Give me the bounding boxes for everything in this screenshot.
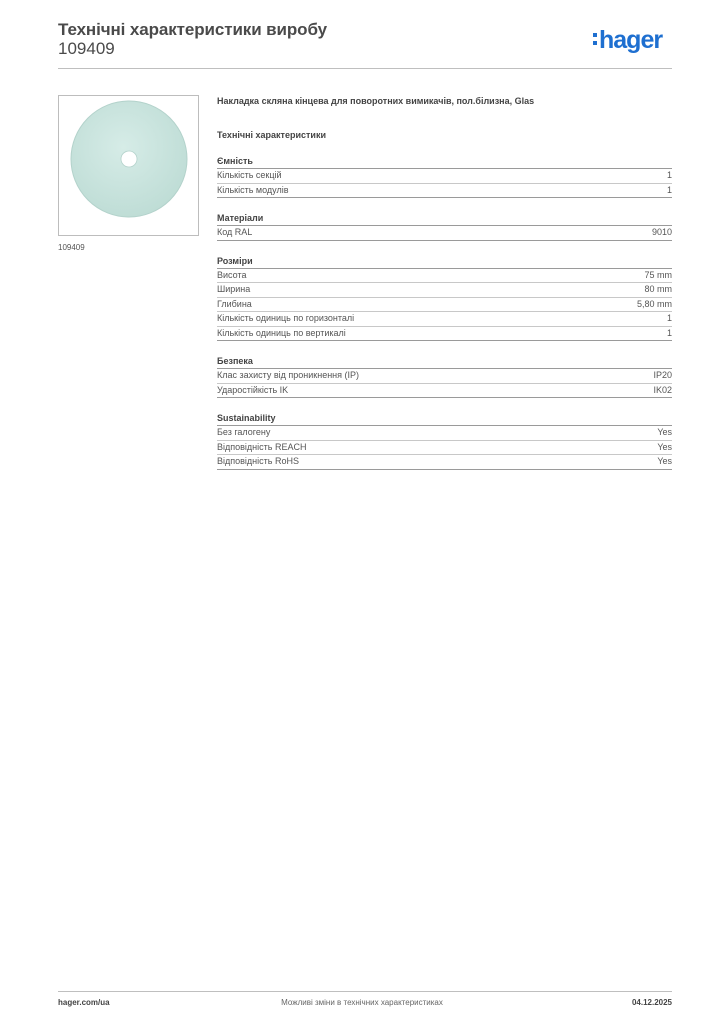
footer-notice: Можливі зміни в технічних характеристиках xyxy=(281,998,443,1007)
spec-label: Кількість модулів xyxy=(217,184,289,195)
footer-date: 04.12.2025 xyxy=(631,998,672,1007)
spec-groups xyxy=(217,155,672,470)
spec-value: 5,80 mm xyxy=(636,298,672,309)
product-image xyxy=(58,95,199,236)
logo-text: hager xyxy=(599,26,663,54)
spec-row xyxy=(217,455,672,470)
footer-divider xyxy=(58,991,672,992)
spec-row xyxy=(217,369,672,384)
header-divider xyxy=(58,68,672,69)
spec-row xyxy=(217,184,672,199)
spec-value: Yes xyxy=(657,441,672,452)
image-caption: 109409 xyxy=(58,243,85,252)
logo-dots-icon xyxy=(593,31,598,48)
group-title: Ємність xyxy=(217,155,672,169)
spec-value: 80 mm xyxy=(644,284,672,294)
spec-value: IP20 xyxy=(653,370,672,380)
spec-value: 1 xyxy=(666,170,672,180)
spec-row xyxy=(217,226,672,241)
product-code: 109409 xyxy=(58,39,115,58)
spec-label: Ширина xyxy=(217,284,251,294)
section-title: Технічні характеристики xyxy=(217,130,326,140)
spec-row xyxy=(217,384,672,399)
spec-group xyxy=(217,255,672,342)
spec-row xyxy=(217,269,672,284)
spec-value: 1 xyxy=(666,327,672,338)
spec-label: Кількість одиниць по горизонталі xyxy=(217,313,355,323)
spec-row xyxy=(217,283,672,298)
spec-value: 1 xyxy=(666,313,672,323)
glass-disc-icon xyxy=(59,96,198,235)
spec-label: Кількість одиниць по вертикалі xyxy=(217,327,346,338)
spec-label: Відповідність RoHS xyxy=(217,456,299,466)
spec-value: Yes xyxy=(657,456,672,466)
spec-label: Код RAL xyxy=(217,227,253,237)
spec-group xyxy=(217,355,672,398)
spec-row xyxy=(217,298,672,313)
spec-row xyxy=(217,327,672,342)
spec-value: 1 xyxy=(666,184,672,195)
group-title: Безпека xyxy=(217,355,672,369)
group-title: Розміри xyxy=(217,255,672,269)
spec-value: 75 mm xyxy=(644,269,672,280)
spec-content xyxy=(217,95,672,470)
spec-group xyxy=(217,212,672,241)
spec-label: Висота xyxy=(217,269,247,280)
spec-label: Без галогену xyxy=(217,427,271,437)
spec-group xyxy=(217,155,672,198)
spec-value: 9010 xyxy=(651,227,672,237)
hager-logo xyxy=(593,26,662,54)
spec-label: Кількість секцій xyxy=(217,170,282,180)
spec-row xyxy=(217,312,672,327)
spec-label: Глибина xyxy=(217,298,252,309)
group-title: Sustainability xyxy=(217,412,672,426)
spec-row xyxy=(217,169,672,184)
footer-website: hager.com/ua xyxy=(58,998,110,1007)
spec-label: Ударостійкість IK xyxy=(217,384,289,395)
spec-row xyxy=(217,441,672,456)
spec-label: Клас захисту від проникнення (IP) xyxy=(217,370,360,380)
group-title: Матеріали xyxy=(217,212,672,226)
spec-value: IK02 xyxy=(653,384,672,395)
page-title: Технічні характеристики виробу xyxy=(58,20,327,39)
spec-label: Відповідність REACH xyxy=(217,441,307,452)
spec-group xyxy=(217,412,672,470)
product-description: Накладка скляна кінцева для поворотних вимикачів, пол.білизна, Glas xyxy=(217,96,535,106)
spec-value: Yes xyxy=(657,427,672,437)
spec-row xyxy=(217,426,672,441)
